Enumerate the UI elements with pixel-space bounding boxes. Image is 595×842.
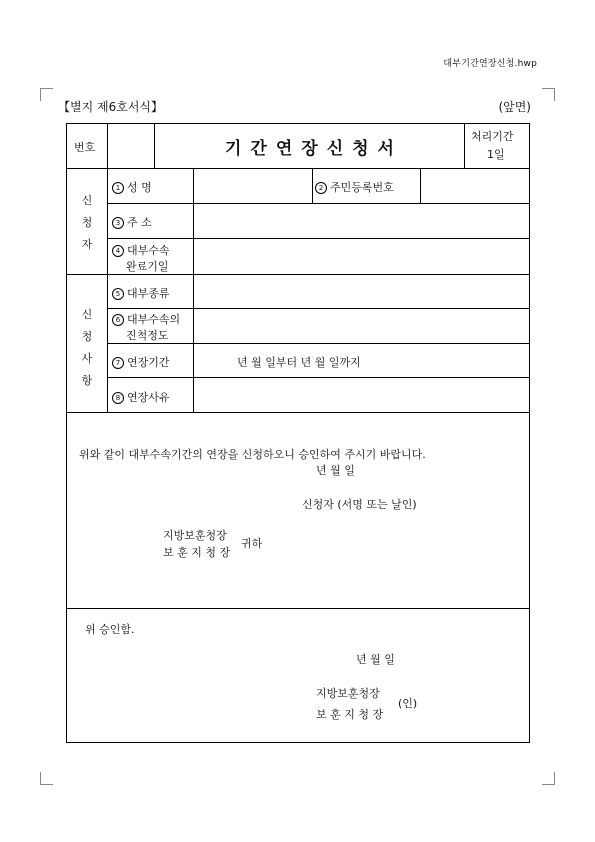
progress-label-line2: 진척정도: [126, 329, 169, 342]
extension-period-field[interactable]: 년 월 일부터 년 월 일까지: [237, 356, 361, 369]
honorific: 귀하: [241, 537, 263, 550]
extension-period-label: 7 연장기간: [112, 354, 170, 370]
request-statement: 위와 같이 대부수속기간의 연장을 신청하오니 승인하여 주시기 바랍니다.: [79, 448, 426, 461]
crop-mark-top-right: [542, 88, 555, 101]
loan-completion-date-label-line2: 완료기일: [126, 260, 169, 273]
request-section-label: 신청사항: [81, 308, 93, 387]
applicant-section-label: 신청자: [81, 194, 93, 251]
application-date[interactable]: 년 월 일: [316, 464, 355, 477]
extension-reason-field[interactable]: [194, 378, 529, 412]
progress-field[interactable]: [194, 309, 529, 343]
approval-text: 위 승인함.: [85, 623, 135, 636]
applicant-signature[interactable]: 신청자 (서명 또는 날인): [302, 498, 417, 511]
page-side-label: (앞면): [498, 100, 531, 114]
approver-line2: 보 훈 지 청 장: [316, 708, 384, 721]
addressee-line1: 지방보훈청장: [163, 529, 227, 542]
crop-mark-bottom-right: [542, 772, 555, 785]
page-title: 기간연장신청서: [225, 139, 403, 159]
loan-completion-date-label: 4 대부수속: [112, 242, 170, 258]
approval-date[interactable]: 년 월 일: [356, 653, 395, 666]
extension-reason-label: 8 연장사유: [112, 389, 170, 405]
filename-label: 대부기간연장신청.hwp: [443, 59, 537, 69]
rrn-field-label: 2 주민등록번호: [315, 179, 394, 195]
name-field[interactable]: [194, 169, 312, 203]
rrn-field[interactable]: [421, 169, 529, 203]
loan-type-field[interactable]: [194, 275, 529, 308]
loan-type-label: 5 대부종류: [112, 285, 170, 301]
name-field-label: 1 성 명: [112, 179, 152, 195]
address-field-label: 3 주 소: [112, 214, 152, 230]
processing-period-value: 1일: [487, 148, 505, 161]
crop-mark-top-left: [40, 88, 53, 101]
form-label: 【별지 제6호서식】: [58, 100, 164, 114]
address-field[interactable]: [194, 204, 529, 238]
loan-completion-date-field[interactable]: [194, 239, 529, 274]
progress-label: 6 대부수속의: [112, 311, 180, 327]
approver-line1: 지방보훈청장: [316, 687, 380, 700]
approval-seal: (인): [398, 697, 418, 710]
addressee-line2: 보 훈 지 청 장: [163, 546, 231, 559]
application-form: [66, 123, 530, 743]
number-label: 번호: [74, 141, 96, 154]
crop-mark-bottom-left: [40, 772, 53, 785]
processing-period-label: 처리기간: [471, 130, 514, 143]
